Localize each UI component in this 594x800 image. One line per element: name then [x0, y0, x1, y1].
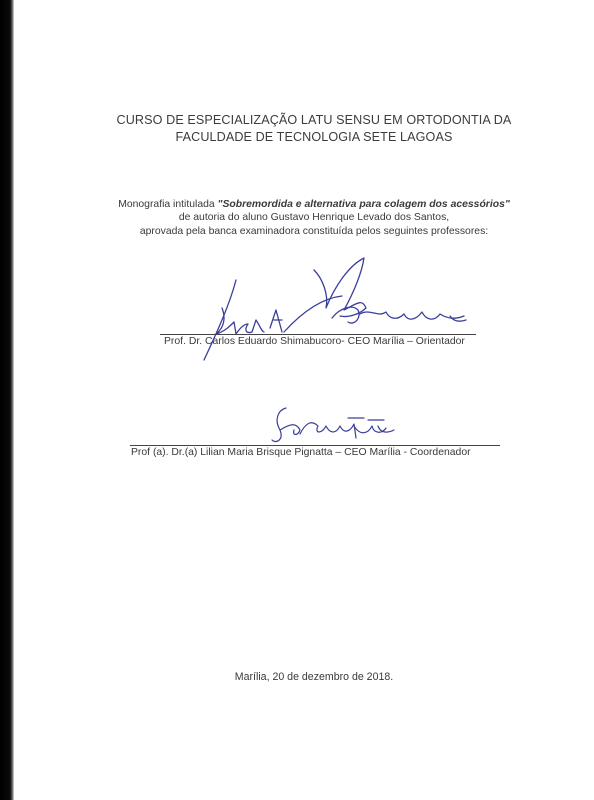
- document-page: [14, 0, 594, 800]
- scan-edge-shadow: [0, 0, 14, 800]
- heading-line-2: FACULDADE DE TECNOLOGIA SETE LAGOAS: [175, 130, 453, 144]
- signature-coordenador: [264, 400, 424, 450]
- intro-line-1: [14, 198, 594, 211]
- signatory-caption-1: Prof. Dr. Carlos Eduardo Shimabucoro- CEO Marília – Orientador: [164, 336, 465, 347]
- approval-statement: [14, 198, 594, 238]
- intro-prefix: Monografia intitulada: [118, 199, 218, 210]
- signature-orientador: [164, 248, 484, 368]
- document-heading: [14, 112, 594, 146]
- signature-line-2: [130, 445, 500, 446]
- signature-line-1: [160, 334, 476, 335]
- intro-line-3: aprovada pela banca examinadora constituída pelos seguintes professores:: [139, 225, 489, 237]
- monograph-title: "Sobremordida e alternativa para colagem dos acessórios": [217, 199, 510, 210]
- intro-line-2: de autoria do aluno Gustavo Henrique Levado dos Santos,: [178, 212, 450, 224]
- document-date: Marília, 20 de dezembro de 2018.: [234, 671, 394, 683]
- heading-line-1: CURSO DE ESPECIALIZAÇÃO LATU SENSU EM ORTODONTIA DA: [116, 113, 512, 127]
- signatory-caption-2: Prof (a). Dr.(a) Lilian Maria Brisque Pignatta – CEO Marília - Coordenador: [131, 447, 471, 458]
